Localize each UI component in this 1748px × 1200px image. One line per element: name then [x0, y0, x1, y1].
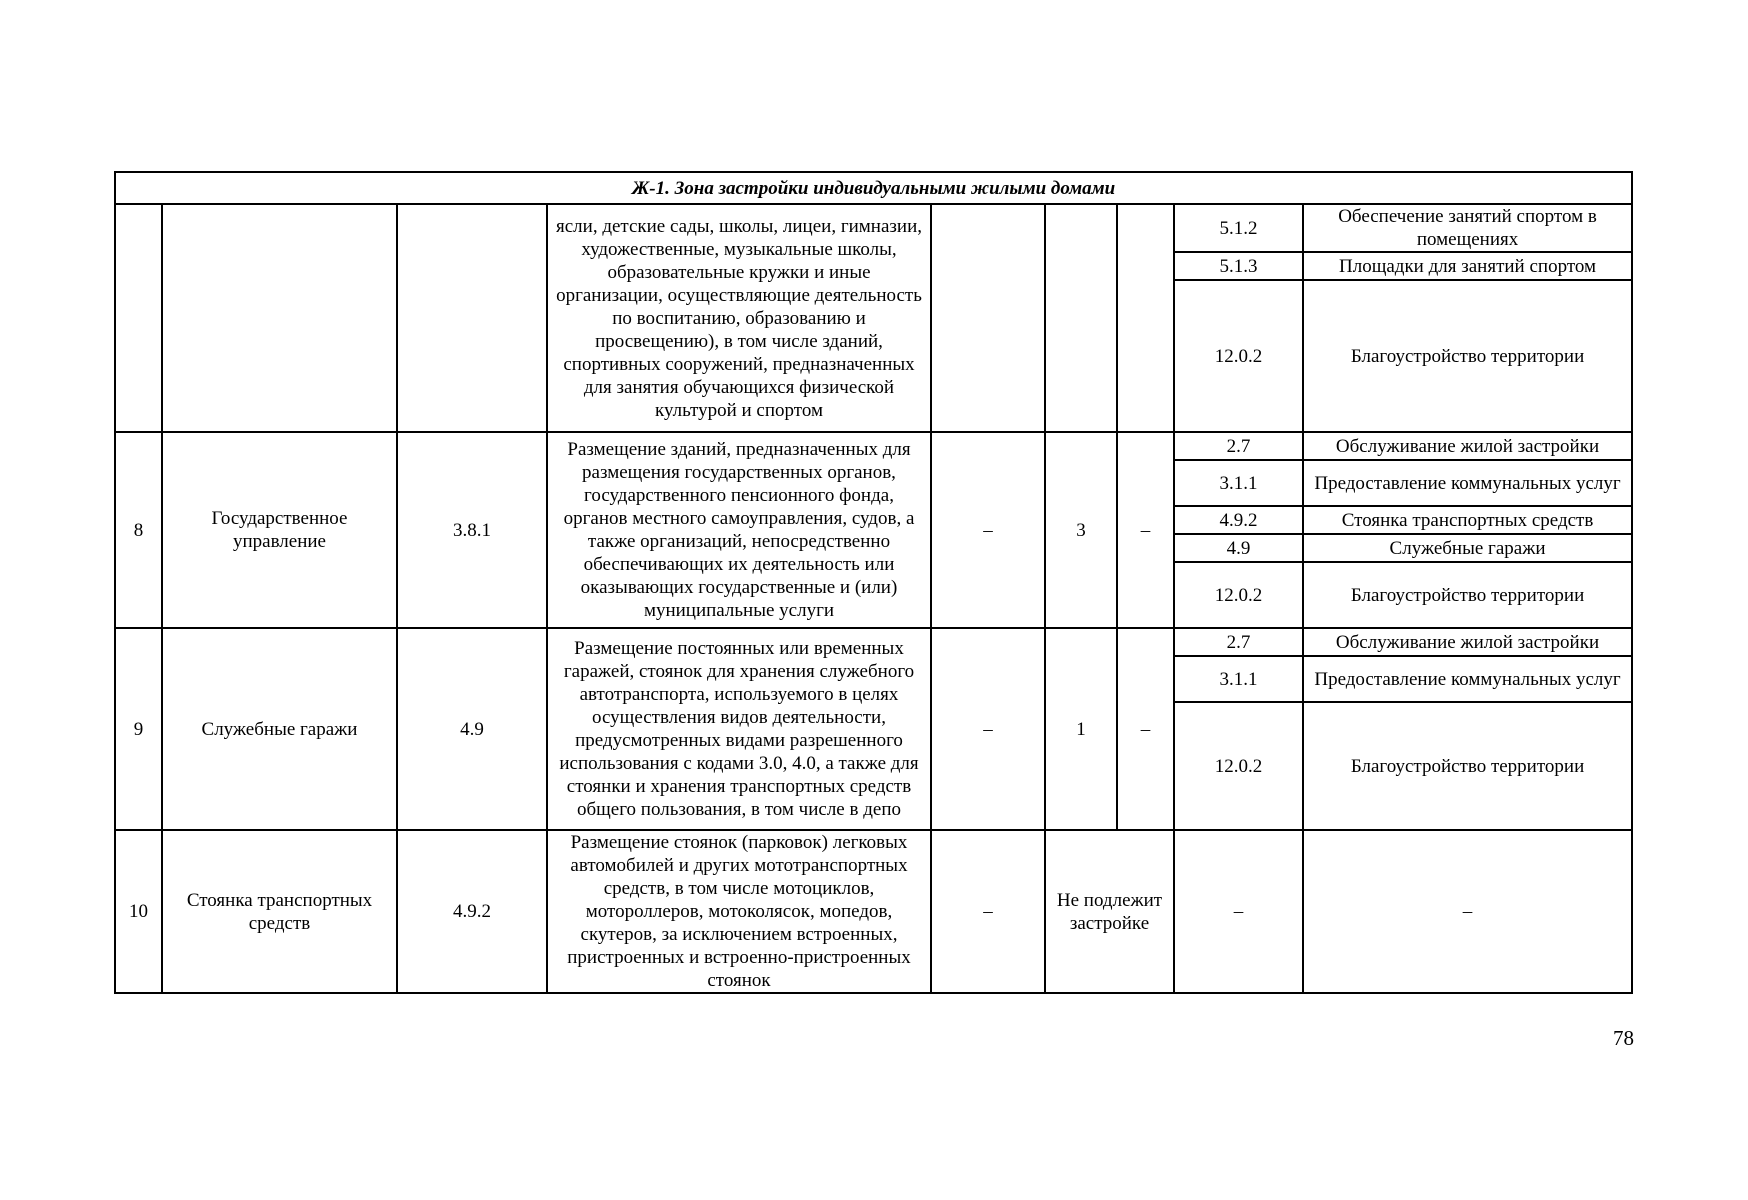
page-number: 78: [1613, 1026, 1634, 1050]
linked-use-code: 3.1.1: [1174, 656, 1303, 702]
use-description: Размещение постоянных или временных гаражей, стоянок для хранения служебного автотранспорта, используемого в целях осуществления видов деятельности, предусмотренных видами разрешенного использования с кодами 3.0, 4.0, а также для стоянки и хранения транспортных средств общего пользования, в том числе в депо: [547, 628, 931, 830]
use-description: Размещение стоянок (парковок) легковых автомобилей и других мототранспортных средств, в том числе мотоциклов, мотороллеров, мотоколясок, мопедов, скутеров, за исключением встроенных, пристроенных и встроенно-пристроенных стоянок: [547, 830, 931, 993]
linked-use-name: Стоянка транспортных средств: [1303, 506, 1632, 534]
param-cell: [1045, 204, 1117, 432]
use-name: Государственное управление: [162, 432, 397, 628]
linked-use-code: 2.7: [1174, 628, 1303, 656]
use-code: 4.9.2: [397, 830, 547, 993]
row-number: [115, 204, 162, 432]
param-cell: –: [931, 628, 1045, 830]
linked-use-code: 3.1.1: [1174, 460, 1303, 506]
linked-use-code: 12.0.2: [1174, 702, 1303, 830]
linked-use-name: Служебные гаражи: [1303, 534, 1632, 562]
use-code: 4.9: [397, 628, 547, 830]
param-cell: 1: [1045, 628, 1117, 830]
use-name: Служебные гаражи: [162, 628, 397, 830]
use-name: [162, 204, 397, 432]
zone-table: [114, 171, 1633, 994]
use-code: [397, 204, 547, 432]
use-description: Размещение зданий, предназначенных для размещения государственных органов, государственного пенсионного фонда, органов местного самоуправления, судов, а также организаций, непосредственно обеспечивающих их деятельность или оказывающих государственные и (или) муниципальные услуги: [547, 432, 931, 628]
linked-use-code: 5.1.2: [1174, 204, 1303, 252]
param-cell: –: [1117, 628, 1174, 830]
param-cell: –: [931, 830, 1045, 993]
linked-use-code: 4.9: [1174, 534, 1303, 562]
param-cell: [1117, 204, 1174, 432]
row-number: 10: [115, 830, 162, 993]
table-row: [115, 204, 1632, 252]
linked-use-name: Благоустройство территории: [1303, 702, 1632, 830]
linked-use-name: Благоустройство территории: [1303, 562, 1632, 628]
linked-use-code: 5.1.3: [1174, 252, 1303, 280]
row-number: 9: [115, 628, 162, 830]
table-row: [115, 628, 1632, 656]
linked-use-name: –: [1303, 830, 1632, 993]
not-subject-to-building: Не подлежит застройке: [1045, 830, 1174, 993]
table-title: Ж-1. Зона застройки индивидуальными жилыми домами: [115, 172, 1632, 204]
linked-use-name: Обслуживание жилой застройки: [1303, 628, 1632, 656]
table-row: [115, 830, 1632, 993]
row-number: 8: [115, 432, 162, 628]
use-name: Стоянка транспортных средств: [162, 830, 397, 993]
linked-use-code: –: [1174, 830, 1303, 993]
linked-use-name: Обеспечение занятий спортом в помещениях: [1303, 204, 1632, 252]
linked-use-code: 12.0.2: [1174, 280, 1303, 432]
param-cell: –: [931, 432, 1045, 628]
linked-use-name: Обслуживание жилой застройки: [1303, 432, 1632, 460]
use-code: 3.8.1: [397, 432, 547, 628]
linked-use-name: Площадки для занятий спортом: [1303, 252, 1632, 280]
linked-use-code: 4.9.2: [1174, 506, 1303, 534]
use-description: ясли, детские сады, школы, лицеи, гимназии, художественные, музыкальные школы, образовательные кружки и иные организации, осуществляющие деятельность по воспитанию, образованию и просвещению), в том числе зданий, спортивных сооружений, предназначенных для занятия обучающихся физической культурой и спортом: [547, 204, 931, 432]
param-cell: 3: [1045, 432, 1117, 628]
linked-use-code: 2.7: [1174, 432, 1303, 460]
param-cell: –: [1117, 432, 1174, 628]
table-row: [115, 432, 1632, 460]
param-cell: [931, 204, 1045, 432]
linked-use-name: Благоустройство территории: [1303, 280, 1632, 432]
linked-use-name: Предоставление коммунальных услуг: [1303, 656, 1632, 702]
linked-use-code: 12.0.2: [1174, 562, 1303, 628]
linked-use-name: Предоставление коммунальных услуг: [1303, 460, 1632, 506]
table-title-row: [115, 172, 1632, 204]
